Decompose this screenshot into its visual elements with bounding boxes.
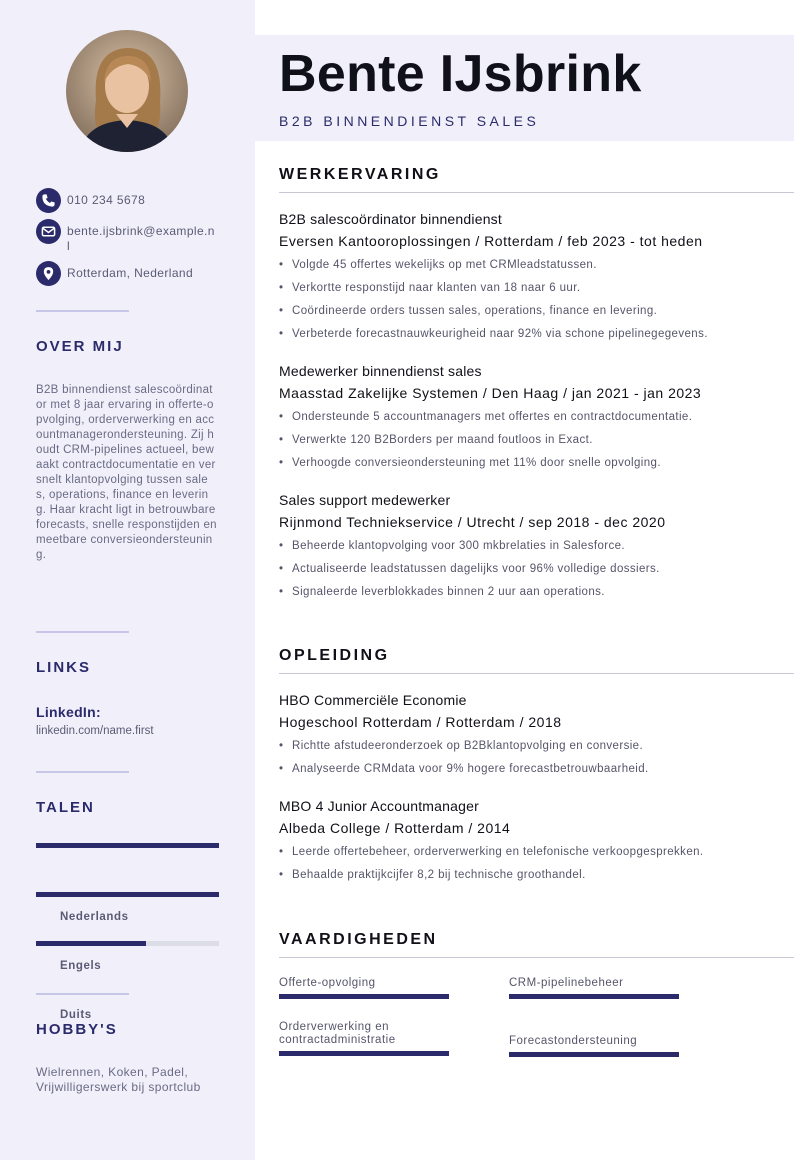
skills-heading: VAARDIGHEDEN bbox=[279, 931, 438, 948]
bullet-item: • Verkortte responstijd naar klanten van 18 naar 6 uur. bbox=[279, 282, 794, 305]
job-title: B2B salescoördinator binnendienst bbox=[279, 211, 502, 227]
job-meta: Maasstad Zakelijke Systemen / Den Haag / jan 2021 - jan 2023 bbox=[279, 385, 702, 401]
job-entry bbox=[279, 492, 794, 609]
about-text: B2B binnendienst salescoördinator met 8 jaar ervaring in offerte-opvolging, orderverwerking en accountmanagerondersteuning. Zij houdt CRM-pipelines actueel, bewaakt contractdocumentatie en versnelt klantopvolging tussen sales, operations, finance en levering. Haar kracht ligt in betrouwbare forecasts, snelle responstijden en meetbare conversieondersteuning. bbox=[36, 384, 217, 561]
skill-name: Offerte-opvolging bbox=[279, 977, 376, 989]
skill-item bbox=[509, 1035, 679, 1057]
sidebar-divider bbox=[36, 631, 129, 633]
skill-item bbox=[509, 977, 679, 999]
full-name: Bente IJsbrink bbox=[279, 45, 642, 103]
bullet-item: • Analyseerde CRMdata voor 9% hogere forecastbetrouwbaarheid. bbox=[279, 763, 794, 786]
skill-level-bar bbox=[509, 1052, 679, 1057]
education-title: MBO 4 Junior Accountmanager bbox=[279, 798, 479, 814]
education-entry bbox=[279, 692, 794, 786]
section-rule bbox=[279, 957, 794, 958]
education-meta: Albeda College / Rotterdam / 2014 bbox=[279, 820, 511, 836]
bullet-item: • Verhoogde conversieondersteuning met 11% door snelle opvolging. bbox=[279, 457, 794, 480]
sidebar-divider bbox=[36, 993, 129, 995]
bullet-item: • Verbeterde forecastnauwkeurigheid naar 92% via schone pipelinegegevens. bbox=[279, 328, 794, 351]
language-name: Nederlands bbox=[60, 911, 129, 923]
experience-heading: WERKERVARING bbox=[279, 166, 441, 183]
language-item bbox=[36, 843, 219, 923]
education-bullets bbox=[279, 740, 794, 786]
skill-level-bar bbox=[509, 994, 679, 999]
skill-name: CRM-pipelinebeheer bbox=[509, 977, 624, 989]
job-role: B2B BINNENDIENST SALES bbox=[279, 113, 540, 129]
sidebar-divider bbox=[36, 771, 129, 773]
bullet-item: • Behaalde praktijkcijfer 8,2 bij technische groothandel. bbox=[279, 869, 794, 892]
bullet-item: • Volgde 45 offertes wekelijks op met CRMleadstatussen. bbox=[279, 259, 794, 282]
main-content bbox=[255, 0, 794, 1160]
hobbies-text: Wielrennen, Koken, Padel, Vrijwilligerswerk bij sportclub bbox=[36, 1065, 201, 1094]
job-entry bbox=[279, 211, 794, 351]
hobbies-heading: HOBBY'S bbox=[36, 1021, 118, 1038]
language-level-bar bbox=[36, 843, 219, 848]
sidebar-divider bbox=[36, 310, 129, 312]
job-entry bbox=[279, 363, 794, 480]
job-bullets bbox=[279, 540, 794, 609]
skill-item bbox=[279, 977, 449, 999]
bullet-item: • Signaleerde leverblokkades binnen 2 uur aan operations. bbox=[279, 586, 794, 609]
about-heading: OVER MIJ bbox=[36, 338, 124, 355]
languages-heading: TALEN bbox=[36, 799, 95, 816]
language-name: Duits bbox=[60, 1009, 92, 1021]
section-rule bbox=[279, 192, 794, 193]
phone-icon bbox=[36, 188, 61, 213]
skill-level-bar bbox=[279, 1051, 449, 1056]
job-title: Sales support medewerker bbox=[279, 492, 451, 508]
education-entry bbox=[279, 798, 794, 892]
skill-item bbox=[279, 1021, 449, 1056]
education-bullets bbox=[279, 846, 794, 892]
location: Rotterdam, Nederland bbox=[67, 266, 194, 280]
job-meta: Rijnmond Techniekservice / Utrecht / sep 2018 - dec 2020 bbox=[279, 514, 666, 530]
bullet-item: • Coördineerde orders tussen sales, operations, finance en levering. bbox=[279, 305, 794, 328]
job-meta: Eversen Kantooroplossingen / Rotterdam / feb 2023 - tot heden bbox=[279, 233, 703, 249]
skill-name: Forecastondersteuning bbox=[509, 1035, 638, 1047]
bullet-item: • Verwerkte 120 B2Borders per maand foutloos in Exact. bbox=[279, 434, 794, 457]
links-heading: LINKS bbox=[36, 659, 91, 676]
language-name: Engels bbox=[60, 960, 102, 972]
skill-name: Orderverwerking en contractadministratie bbox=[279, 1021, 396, 1046]
contact-location bbox=[36, 261, 236, 286]
skill-level-bar bbox=[279, 994, 449, 999]
contact-email bbox=[36, 219, 236, 254]
bullet-item: • Richtte afstudeeronderzoek op B2Bklantopvolging en conversie. bbox=[279, 740, 794, 763]
job-bullets bbox=[279, 259, 794, 351]
contact-phone bbox=[36, 188, 236, 213]
linkedin-label: LinkedIn: bbox=[36, 704, 101, 720]
language-level-bar bbox=[36, 892, 219, 897]
bullet-item: • Leerde offertebeheer, orderverwerking en telefonische verkoopgesprekken. bbox=[279, 846, 794, 869]
job-bullets bbox=[279, 411, 794, 480]
email-address[interactable]: bente.ijsbrink@example.nl bbox=[67, 224, 215, 253]
language-level-fill bbox=[36, 941, 146, 946]
education-meta: Hogeschool Rotterdam / Rotterdam / 2018 bbox=[279, 714, 562, 730]
job-title: Medewerker binnendienst sales bbox=[279, 363, 482, 379]
bullet-item: • Beheerde klantopvolging voor 300 mkbrelaties in Salesforce. bbox=[279, 540, 794, 563]
mail-icon bbox=[36, 219, 61, 244]
linkedin-link[interactable]: linkedin.com/name.first bbox=[36, 725, 154, 737]
language-level-fill bbox=[36, 843, 219, 848]
section-rule bbox=[279, 673, 794, 674]
education-heading: OPLEIDING bbox=[279, 647, 390, 664]
profile-photo bbox=[66, 30, 188, 152]
sidebar bbox=[0, 0, 255, 1160]
phone-number: 010 234 5678 bbox=[67, 193, 146, 207]
language-level-bar bbox=[36, 941, 219, 946]
education-title: HBO Commerciële Economie bbox=[279, 692, 467, 708]
bullet-item: • Ondersteunde 5 accountmanagers met offertes en contractdocumentatie. bbox=[279, 411, 794, 434]
location-pin-icon bbox=[36, 261, 61, 286]
language-level-fill bbox=[36, 892, 219, 897]
bullet-item: • Actualiseerde leadstatussen dagelijks voor 96% volledige dossiers. bbox=[279, 563, 794, 586]
